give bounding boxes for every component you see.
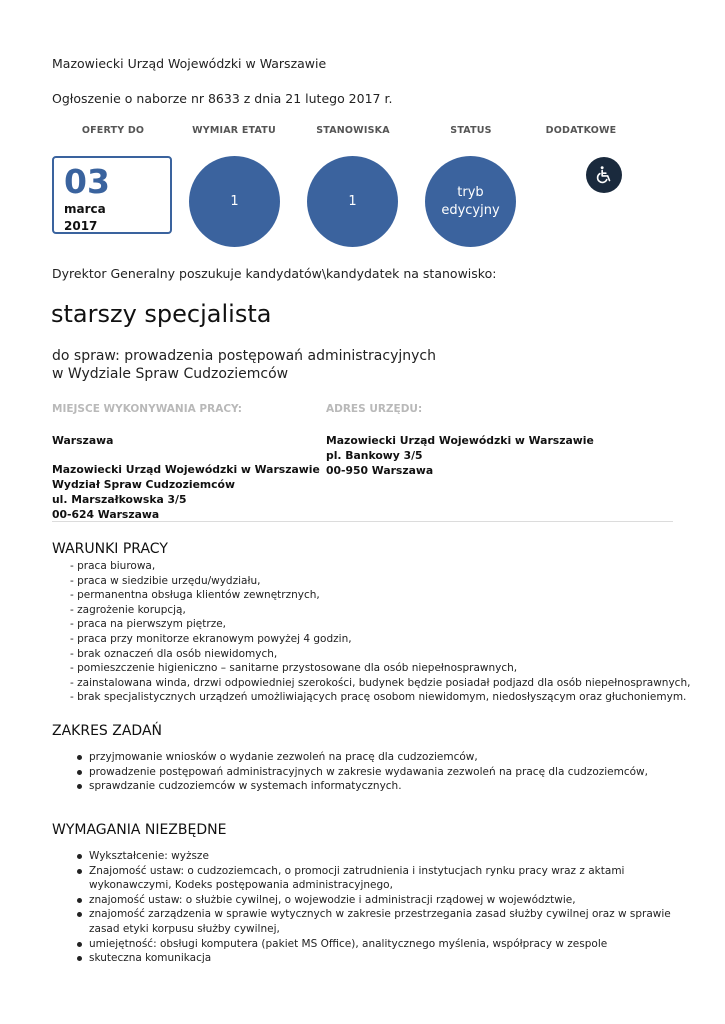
- list-item: - praca przy monitorze ekranowym powyżej 4 godzin,: [70, 632, 352, 645]
- list-item: skuteczna komunikacja: [75, 951, 675, 966]
- address-line: pl. Bankowy 3/5: [326, 449, 423, 462]
- place-line: 00-624 Warszawa: [52, 508, 160, 521]
- list-item: sprawdzanie cudzoziemców w systemach informatycznych.: [75, 779, 675, 794]
- list-item: - praca biurowa,: [70, 560, 156, 572]
- wymagania-list: [75, 849, 675, 966]
- place-line: Mazowiecki Urząd Wojewódzki w Warszawie: [52, 463, 320, 476]
- zakres-list: [75, 750, 675, 794]
- deadline-month: marca: [64, 202, 106, 216]
- list-item: prowadzenie postępowań administracyjnych w zakresie wydawania zezwoleń na pracę dla cudzoziemców,: [75, 765, 675, 780]
- address-heading: ADRES URZĘDU:: [326, 403, 423, 415]
- announcement-line: Ogłoszenie o naborze nr 8633 z dnia 21 lutego 2017 r.: [52, 91, 393, 106]
- stat-header-oferty: OFERTY DO: [81, 125, 145, 136]
- list-item: umiejętność: obsługi komputera (pakiet MS Office), analitycznego myślenia, współpracy w zespole: [75, 937, 675, 952]
- list-item: Znajomość ustaw: o cudzoziemcach, o promocji zatrudnienia i instytucjach rynku pracy wraz z aktami wykonawczymi, Kodeks postępowania administracyjnego,: [75, 864, 675, 893]
- wymagania-title: WYMAGANIA NIEZBĘDNE: [52, 822, 227, 838]
- list-item: - pomieszczenie higieniczno – sanitarne przystosowane dla osób niepełnosprawnych,: [70, 662, 518, 675]
- stat-header-stanowiska: STANOWISKA: [316, 125, 390, 136]
- stanowiska-circle: [307, 156, 398, 247]
- stat-header-wymiar: WYMIAR ETATU: [192, 125, 276, 136]
- list-item: - permanentna obsługa klientów zewnętrznych,: [70, 589, 320, 602]
- list-item: - brak specjalistycznych urządzeń umożliwiających pracę osobom niewidomym, niedosłyszącym oraz głuchoniemym.: [70, 691, 687, 704]
- status-circle: [425, 156, 516, 247]
- wheelchair-icon: [586, 157, 622, 193]
- wymiar-etatu-circle: [189, 156, 280, 247]
- place-heading: MIEJSCE WYKONYWANIA PRACY:: [52, 403, 242, 415]
- list-item: - zagrożenie korupcją,: [70, 603, 186, 616]
- place-line: Wydział Spraw Cudzoziemców: [52, 478, 235, 491]
- deadline-date-box: [52, 156, 172, 234]
- list-item: znajomość zarządzenia w sprawie wytycznych w zakresie przestrzegania zasad służby cywilnej oraz w sprawie zasad etyki korpusu służby cywilnej,: [75, 907, 675, 936]
- list-item: znajomość ustaw: o służbie cywilnej, o wojewodzie i administracji rządowej w województwie,: [75, 893, 675, 908]
- stat-header-dodatkowe: DODATKOWE: [545, 125, 617, 136]
- stanowiska-value: 1: [348, 193, 357, 209]
- office-name: Mazowiecki Urząd Wojewódzki w Warszawie: [52, 56, 327, 71]
- list-item: - praca w siedzibie urzędu/wydziału,: [70, 574, 261, 587]
- intro-text: Dyrektor Generalny poszukuje kandydatów\kandydatek na stanowisko:: [52, 266, 497, 281]
- address-line: 00-950 Warszawa: [326, 464, 434, 477]
- section-divider: [52, 521, 673, 522]
- warunki-list: [70, 559, 690, 705]
- list-item: - praca na pierwszym piętrze,: [70, 618, 227, 631]
- stat-header-status: STATUS: [450, 125, 492, 136]
- position-title: starszy specjalista: [51, 300, 272, 328]
- wymiar-etatu-value: 1: [230, 193, 239, 209]
- status-line1: tryb: [457, 184, 484, 200]
- place-city: Warszawa: [52, 434, 114, 447]
- position-line2: w Wydziale Spraw Cudzoziemców: [52, 366, 289, 382]
- place-line: ul. Marszałkowska 3/5: [52, 493, 187, 506]
- list-item: - zainstalowana winda, drzwi odpowiedniej szerokości, budynek będzie posiadał podjazd dla osób niepełnosprawnych,: [70, 676, 691, 689]
- zakres-title: ZAKRES ZADAŃ: [52, 723, 163, 739]
- list-item: Wykształcenie: wyższe: [75, 849, 675, 864]
- deadline-day: 03: [64, 162, 110, 201]
- status-line2: edycyjny: [441, 202, 500, 218]
- list-item: przyjmowanie wniosków o wydanie zezwoleń na pracę dla cudzoziemców,: [75, 750, 675, 765]
- deadline-year: 2017: [64, 219, 98, 233]
- position-line1: do spraw: prowadzenia postępowań administracyjnych: [52, 348, 436, 364]
- warunki-title: WARUNKI PRACY: [52, 541, 168, 557]
- address-line: Mazowiecki Urząd Wojewódzki w Warszawie: [326, 434, 594, 447]
- list-item: - brak oznaczeń dla osób niewidomych,: [70, 647, 278, 660]
